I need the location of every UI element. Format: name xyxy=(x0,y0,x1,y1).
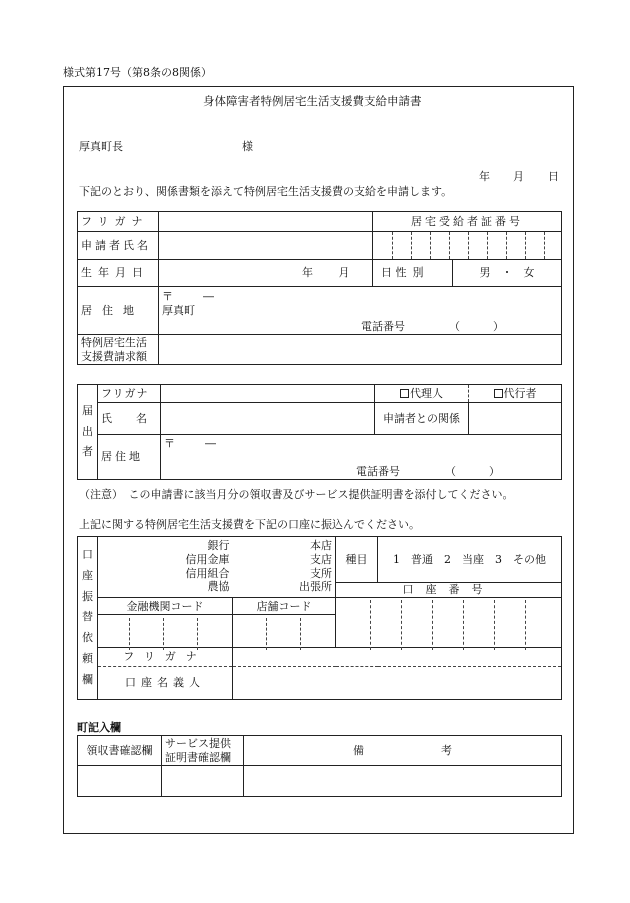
branch-code-divider xyxy=(300,618,301,650)
notifier-address-label: 居住地 xyxy=(98,435,161,480)
holder-name-field[interactable] xyxy=(233,666,562,699)
branch-main: 本店 xyxy=(310,539,332,552)
bank-side-text: 口座振替依頼欄 xyxy=(82,547,93,687)
birth-year-unit: 年 xyxy=(302,266,313,280)
town-table xyxy=(77,735,562,797)
digit-divider xyxy=(392,232,393,259)
honorific: 様 xyxy=(242,140,253,153)
holder-furigana-label: フリガナ xyxy=(98,647,233,666)
claim-label-line2: 支援費請求額 xyxy=(81,349,147,363)
service-check-label xyxy=(162,736,244,766)
form-title: 身体障害者特例居宅生活支援費支給申請書 xyxy=(203,94,422,108)
town-name: 厚真町 xyxy=(162,304,195,317)
bank-code-divider xyxy=(163,618,164,650)
bank-code-label: 金融機関コード xyxy=(98,598,232,615)
applicant-table xyxy=(77,211,562,365)
branch-type-cell[interactable] xyxy=(233,537,336,598)
remarks-field[interactable] xyxy=(244,766,562,797)
applicant-name-field[interactable] xyxy=(159,232,373,260)
remarks-label: 備 考 xyxy=(244,736,562,766)
account-digit-divider xyxy=(463,600,464,650)
account-number-label: 口座番号 xyxy=(336,583,562,598)
recipient-number-field[interactable] xyxy=(373,232,562,260)
bank-intro-text: 上記に関する特例居宅生活支援費を下記の口座に振込んでください。 xyxy=(79,518,420,531)
account-digit-divider xyxy=(525,600,526,650)
account-digit-divider xyxy=(401,600,402,650)
institution-type-cell[interactable] xyxy=(98,537,233,598)
recipient-number-label: 居宅受給者証番号 xyxy=(373,212,562,232)
attachment-note: （注意） この申請書に該当月分の領収書及びサービス提供証明書を添付してください。 xyxy=(79,488,514,501)
proxy-label: 代理人 xyxy=(410,386,443,400)
applicant-furigana-field[interactable] xyxy=(159,212,373,232)
account-digit-divider xyxy=(494,600,495,650)
account-digit-divider xyxy=(432,600,433,650)
claim-amount-field[interactable] xyxy=(159,335,562,365)
inst-nokyo: 農協 xyxy=(207,580,230,594)
holder-furigana-field[interactable] xyxy=(233,647,562,666)
branch-office: 出張所 xyxy=(299,580,332,594)
digit-divider xyxy=(449,232,450,259)
birthdate-field[interactable] xyxy=(159,260,392,287)
account-type-options[interactable]: 1 普通 2 当座 3 その他 xyxy=(378,537,562,583)
digit-divider xyxy=(411,232,412,259)
claim-amount-label xyxy=(78,335,159,365)
digit-divider xyxy=(525,232,526,259)
date-year-label: 年 xyxy=(479,170,490,183)
digit-divider xyxy=(544,232,545,259)
digit-divider xyxy=(506,232,507,259)
bank-code-cell[interactable] xyxy=(98,597,233,647)
gender-label: 性別 xyxy=(373,260,453,287)
digit-divider xyxy=(468,232,469,259)
agent-checkbox[interactable] xyxy=(494,389,503,398)
birth-month-unit: 月 xyxy=(338,266,350,280)
digit-divider xyxy=(430,232,431,259)
inst-shinkin: 信用金庫 xyxy=(185,552,230,566)
relation-field[interactable] xyxy=(469,403,562,435)
account-digit-divider xyxy=(370,600,371,650)
notifier-side-text: 届出者 xyxy=(82,403,93,459)
bank-code-divider xyxy=(197,618,198,650)
branch-sub: 支所 xyxy=(310,566,332,580)
notifier-furigana-field[interactable] xyxy=(161,385,375,403)
bank-table xyxy=(77,536,562,700)
relation-label: 申請者との関係 xyxy=(375,403,469,435)
furigana-label: フリガナ xyxy=(78,212,159,232)
inst-bank: 銀行 xyxy=(207,539,230,552)
gender-options[interactable]: 男 ・ 女 xyxy=(453,260,562,287)
phone-label: 電話番号 xyxy=(361,320,405,333)
notifier-phone-parens: （ ） xyxy=(445,465,500,478)
date-day-label: 日 xyxy=(548,170,559,183)
notifier-address-field[interactable] xyxy=(161,435,562,480)
notifier-side-label xyxy=(78,385,98,480)
proxy-option[interactable] xyxy=(375,385,469,403)
agent-option[interactable] xyxy=(469,385,562,403)
town-section-label: 町記入欄 xyxy=(77,721,121,734)
form-number: 様式第17号（第8条の8関係） xyxy=(63,66,212,79)
holder-name-label: 口座名義人 xyxy=(98,666,233,699)
digit-divider xyxy=(487,232,488,259)
inst-kumiai: 信用組合 xyxy=(185,566,230,580)
notifier-table xyxy=(77,384,562,480)
addressee: 厚真町長 xyxy=(79,140,123,153)
branch-branch: 支店 xyxy=(310,552,332,566)
claim-label-line1: 特例居宅生活 xyxy=(81,335,147,349)
receipt-check-field[interactable] xyxy=(78,766,162,797)
account-type-label: 種目 xyxy=(336,537,378,583)
bank-code-divider xyxy=(129,618,130,650)
birthdate-label: 生年月日 xyxy=(78,260,159,287)
bank-side-label xyxy=(78,537,98,700)
branch-code-divider xyxy=(266,618,267,650)
notifier-name-label: 氏名 xyxy=(98,403,161,435)
birth-day-unit: 日 xyxy=(381,266,392,280)
receipt-check-label: 領収書確認欄 xyxy=(78,736,162,766)
notifier-furigana-label: フリガナ xyxy=(98,385,161,403)
date-month-label: 月 xyxy=(513,170,524,183)
notifier-postal-mark: 〒 xyxy=(164,437,175,450)
intro-text: 下記のとおり、関係書類を添えて特例居宅生活支援費の支給を申請します。 xyxy=(79,185,453,198)
postal-mark: 〒 xyxy=(162,290,173,303)
notifier-phone-label: 電話番号 xyxy=(356,465,400,478)
branch-code-cell[interactable] xyxy=(233,597,336,647)
agent-label: 代行者 xyxy=(503,386,537,400)
proxy-checkbox[interactable] xyxy=(400,389,409,398)
service-check-line1: サービス提供 xyxy=(165,736,231,750)
notifier-name-field[interactable] xyxy=(161,403,375,435)
service-check-line2: 証明書確認欄 xyxy=(165,750,231,764)
address-field[interactable] xyxy=(159,287,562,335)
postal-dash: ― xyxy=(203,290,214,303)
address-label: 居住地 xyxy=(78,287,159,335)
phone-parens: （ ） xyxy=(449,320,504,333)
branch-code-label: 店舗コード xyxy=(233,598,335,615)
service-check-field[interactable] xyxy=(162,766,244,797)
notifier-postal-dash: ― xyxy=(205,437,216,450)
applicant-name-label: 申請者氏名 xyxy=(78,232,159,260)
